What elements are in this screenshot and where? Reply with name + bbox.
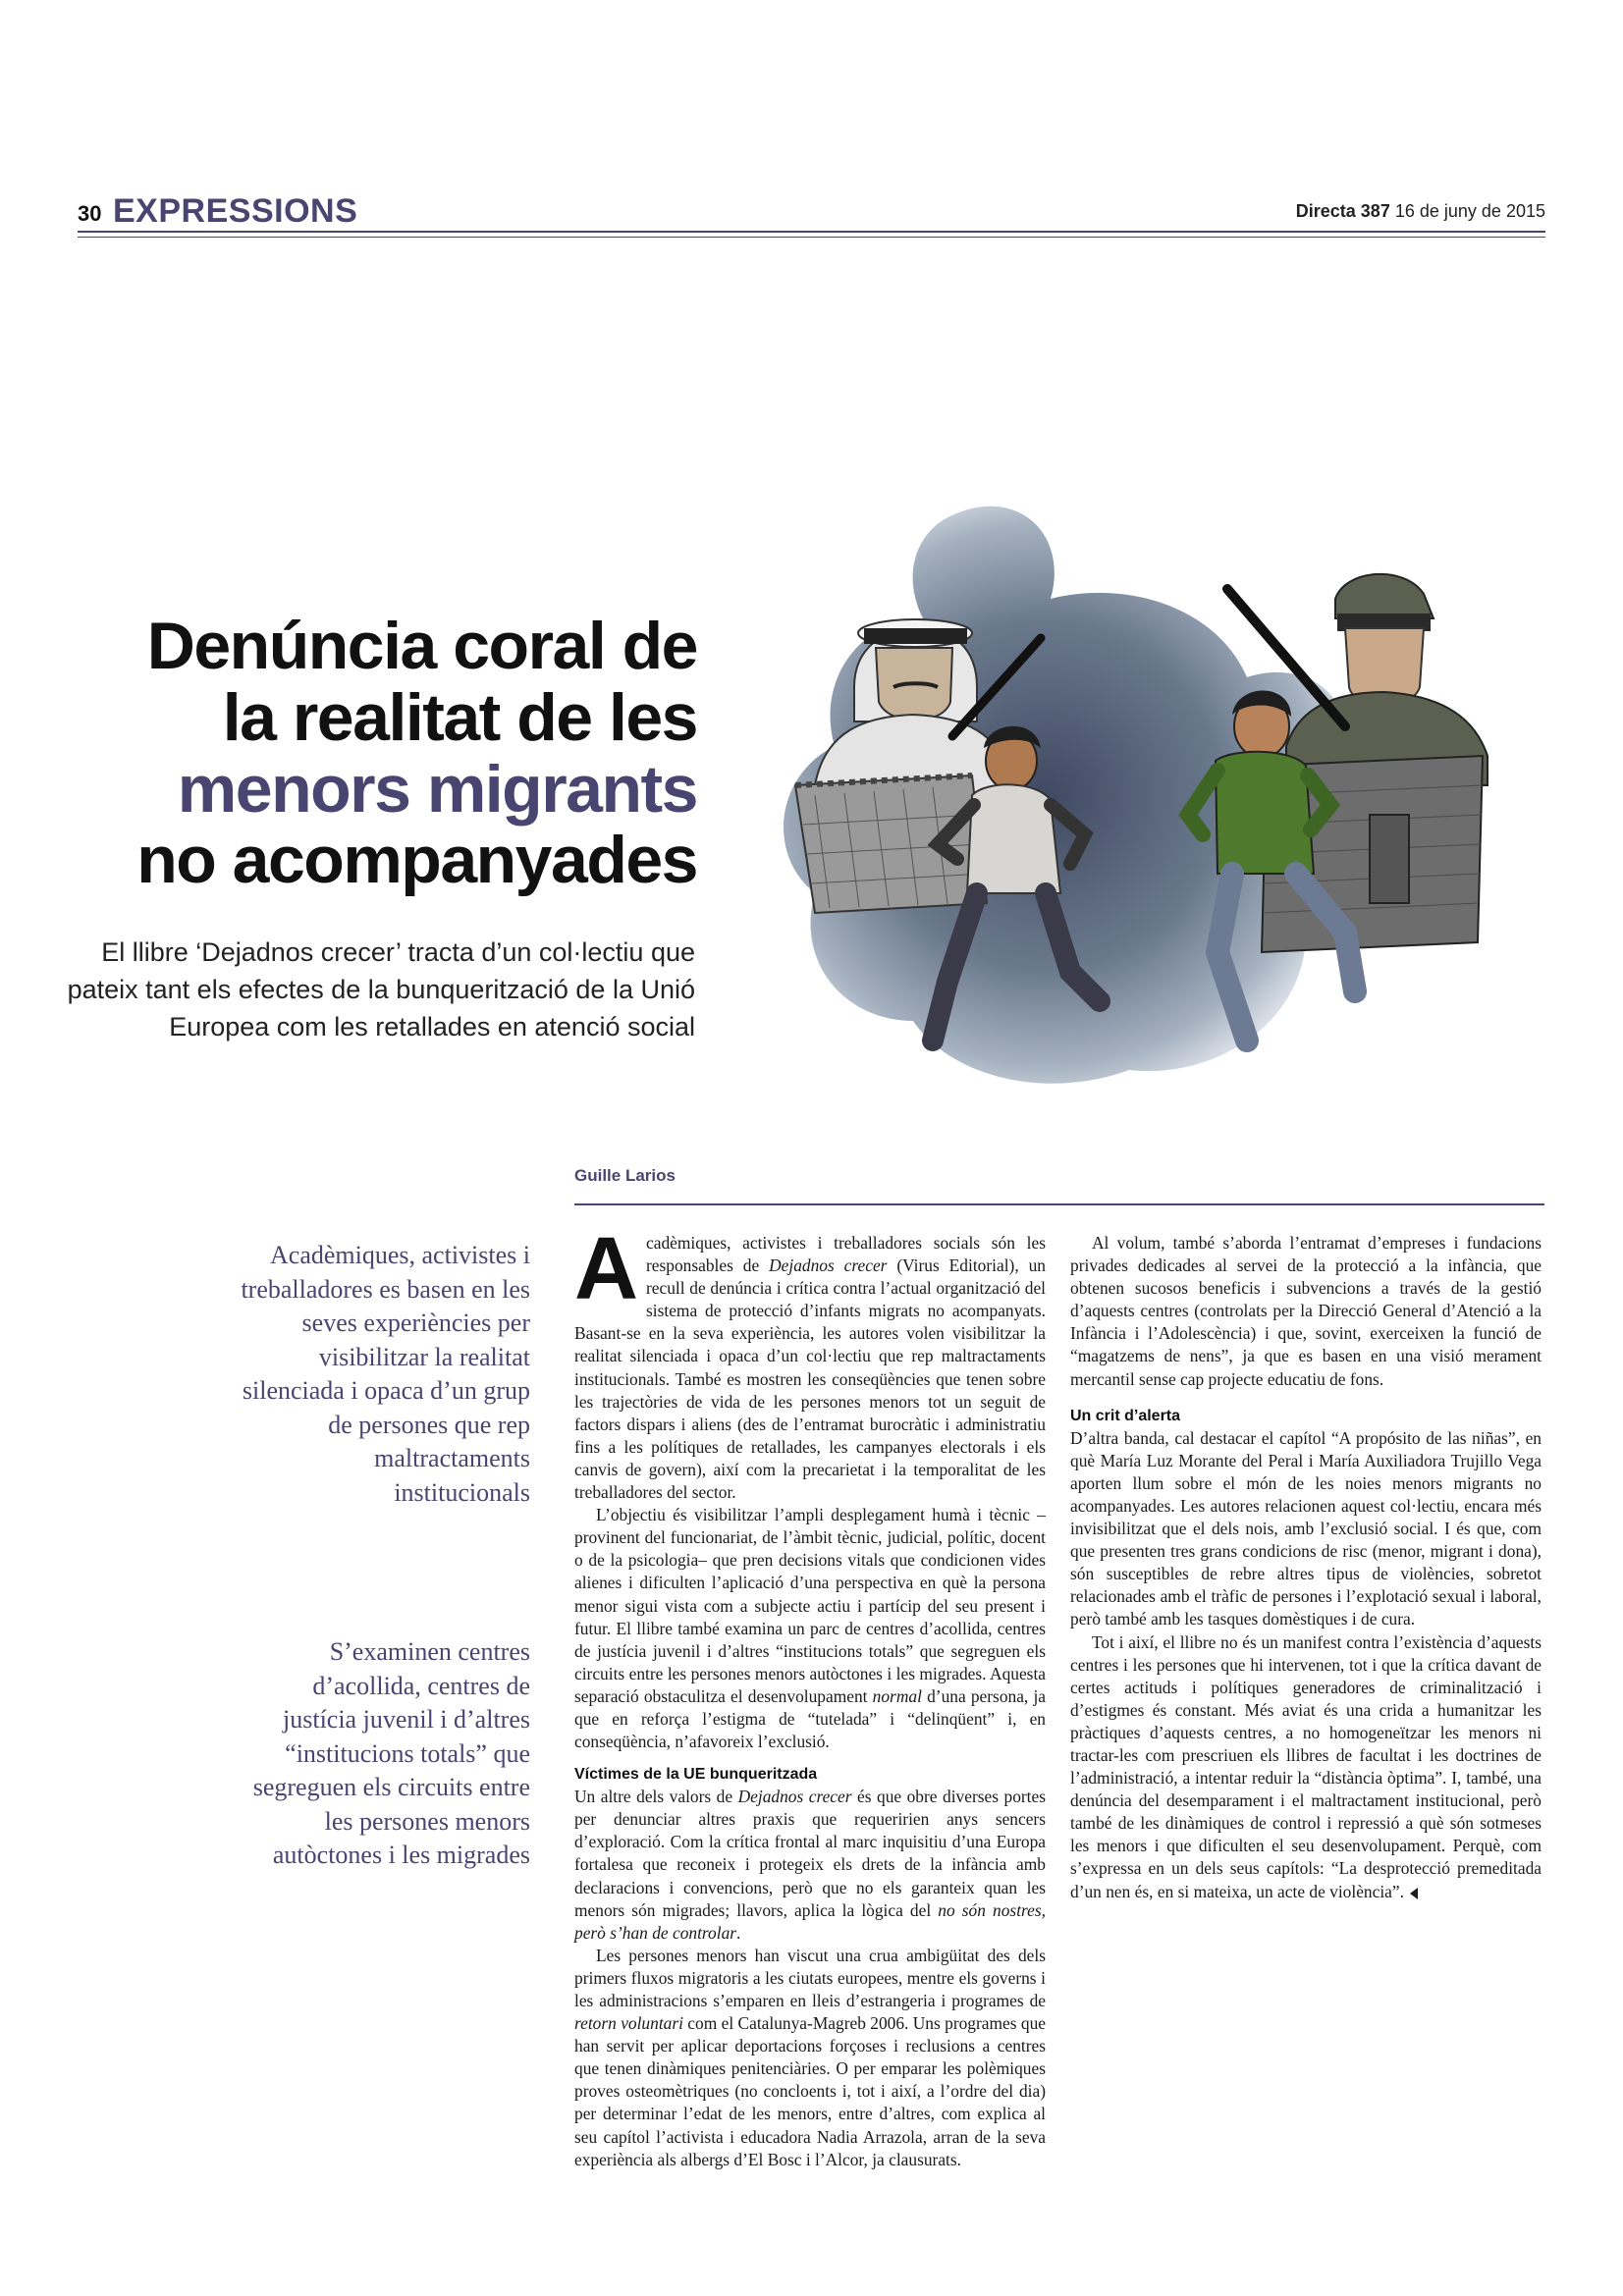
standfirst: El llibre ‘Dejadnos crecer’ tracta d’un col·lectiu que pateix tant els efectes de la bunquerització de la Unió Europea com les retallades en atenció social xyxy=(67,937,695,1041)
body-paragraph xyxy=(1070,1631,1542,1903)
body-text: com el Catalunya-Magreb 2006. Uns programes que han servit per aplicar deportacions forçoses i reclusions a centres que tenen dinàmiques penitenciàries. O per emparar les polèmiques proves osteomètriques (no concloents i, tot i així, a l’ordre del dia) per determinar l’edat de les menors, entre d’altres, com explica al seu capítol l’activista i educadora Nadia Arrazola, arran de la seva experiència als albergs d’El Bosc i l’Alcor, ja clausurats. xyxy=(574,2013,1046,2169)
body-text: . xyxy=(736,1922,741,1943)
page-number: 30 xyxy=(78,201,102,226)
body-text: (Virus Editorial), un recull de denúncia i crítica contra l’actual organització del sistema de protecció d’infants migrats no acompanyats. Basant-se en la seva experiència, les autores volen visibilitzar la realitat silenciada i opaca d’un col·lectiu que rep maltractaments institucionals. També es mostren les conseqüències que tenen sobre les trajectòries de vida de les persones menors tot un seguit de factors dispars i aliens (des de l’entramat burocràtic i administratiu fins a les polítiques de retallades, les campanyes electorals i els canvis de govern), així com la precarietat i la temporalitat de les treballadores del sector. xyxy=(574,1255,1046,1503)
headline-line: la realitat de les xyxy=(222,679,697,755)
issue-info xyxy=(1296,201,1545,222)
subheading: Víctimes de la UE bunqueritzada xyxy=(574,1766,818,1784)
byline: Guille Larios xyxy=(574,1166,676,1185)
article-column-2 xyxy=(1070,1232,1542,1903)
body-paragraph xyxy=(574,1220,1046,1504)
body-paragraph xyxy=(574,1504,1046,1753)
body-text: L’objectiu és visibilitzar l’ampli desplegament humà i tècnic –provinent del funcionariat, de l’àmbit tècnic, judicial, polític, docent o de la psicologia– que pren decisions vitals que condicionen vides alienes i dificulten l’aplicació d’una perspectiva en què la persona menor sigui vista com a subjecte actiu i partícip del seu present i futur. El llibre també examina un parc de centres d’acollida, centres de justícia juvenil i d’altres “institucions totals” que segreguen els circuits entre les persones menors autòctones i les migrades. Aquesta separació obstaculitza el desenvolupament xyxy=(574,1505,1046,1706)
body-emphasis: normal xyxy=(872,1685,922,1706)
body-emphasis: no són nostres, però s’han de controlar xyxy=(574,1899,1046,1943)
body-text: Tot i així, el llibre no és un manifest contra l’existència d’aquests centres i les persones que hi intervenen, tot i que la crítica davant de certes actituds i polítiques generadores de criminalització i d’estigmes és constant. Més aviat és una crida a humanitzar les pràctiques d’aquests centres, a no homogeneïtzar les menors ni tractar-les com prescriuen els llibres de facultat i les doctrines de l’administració, a intentar reduir la “distància òptima”. I, també, una denúncia del desemparament i el maltractament institucional, però també de les dinàmiques de control i repressió a què són sotmeses les menors i que dificulten el seu desenvolupament. Perquè, com s’expressa en un dels seus capítols: “La desprotecció premeditada d’un nen és, en si mateixa, un acte de violència”. xyxy=(1070,1631,1542,1901)
body-paragraph: D’altra banda, cal destacar el capítol “A propósito de las niñas”, en què María Luz Morante del Peral i María Auxiliadora Trujillo Vega aporten llum sobre el món de les noies menors migrants no acompanyades. Les autores relacionen aquest col·lectiu, encara més invisibilitzat que el dels nois, amb l’exclusió social. I és que, com que presenten tres grans condicions de risc (menor, migrant i dona), són susceptibles de rebre altres tipus de violències, sobretot relacionades amb el tràfic de persones i l’explotació sexual i laboral, però també amb les tasques domèstiques i de cura. xyxy=(1070,1427,1542,1629)
subheading: Un crit d’alerta xyxy=(1070,1407,1181,1424)
headline-line: no acompanyades xyxy=(136,823,697,898)
article-illustration xyxy=(756,491,1546,1109)
body-text: d’una persona, ja que en reforça l’estigma de “tutelada” i “delinqüent” i, en conseqüència, n’afavoreix l’exclusió. xyxy=(574,1685,1046,1752)
body-text: cadèmiques, activistes i treballadores socials són les responsables de xyxy=(646,1233,1046,1276)
header-rule xyxy=(78,231,1545,233)
body-text: és que obre diverses portes per denunciar altres praxis que requeririen anys sencers d’exploració. Com la crítica frontal al marc inquisitiu d’una Europa fortalesa que reconeix i protegeix els drets de la infància amb declaracions i convencions, però que no els garanteix quan les menors són migrades; llavors, aplica la lògica del xyxy=(574,1787,1046,1920)
body-paragraph xyxy=(574,1786,1046,1945)
article-column-1 xyxy=(574,1220,1046,2171)
body-text: Les persones menors han viscut una crua ambigüitat des dels primers fluxos migratoris a les ciutats europees, mentre els governs i les administracions s’emparen en lleis d’estrangeria i programes de xyxy=(574,1945,1046,2010)
drop-cap: A xyxy=(574,1220,638,1318)
body-text: Un altre dels valors de xyxy=(574,1787,738,1807)
pull-quote: S’examinen centres d’acollida, centres de justícia juvenil i d’altres “institucions totals” que segreguen els circuits entre les persones menors autòctones i les migrades xyxy=(252,1637,530,1870)
body-paragraph: Al volum, també s’aborda l’entramat d’empreses i fundacions privades dedicades al servei de la protecció a la infància, que obtenen sucosos beneficis i subvencions a través de la gestió d’aquests centres (controlats per la Direcció General d’Atenció a la Infància i l’Adolescència) i que, sovint, exerceixen la funció de “magatzems de nens”, ja que es basen en una visió merament mercantil sense cap projecte educatiu de fons. xyxy=(1070,1233,1542,1389)
issue-date: 16 de juny de 2015 xyxy=(1394,201,1545,221)
body-paragraph xyxy=(574,1945,1046,2171)
byline-rule xyxy=(574,1203,1544,1205)
publication-name: Directa 387 xyxy=(1295,201,1390,221)
headline-line-accent: menors migrants xyxy=(177,751,697,827)
end-mark-icon xyxy=(1410,1888,1418,1899)
book-title: Dejadnos crecer xyxy=(769,1255,888,1276)
book-title: Dejadnos crecer xyxy=(737,1787,852,1807)
body-emphasis: retorn voluntari xyxy=(574,2013,683,2034)
pull-quote: Acadèmiques, activistes i treballadores es basen en les seves experiències per visibilitzar la realitat silenciada i opaca d’un grup de persones que rep maltractaments institucionals xyxy=(241,1241,530,1508)
fence-left xyxy=(795,775,987,913)
header-rule-thin xyxy=(78,237,1545,238)
headline xyxy=(59,611,697,896)
section-title: EXPRESSIONS xyxy=(113,192,358,230)
headline-line: Denúncia coral de xyxy=(146,609,697,683)
